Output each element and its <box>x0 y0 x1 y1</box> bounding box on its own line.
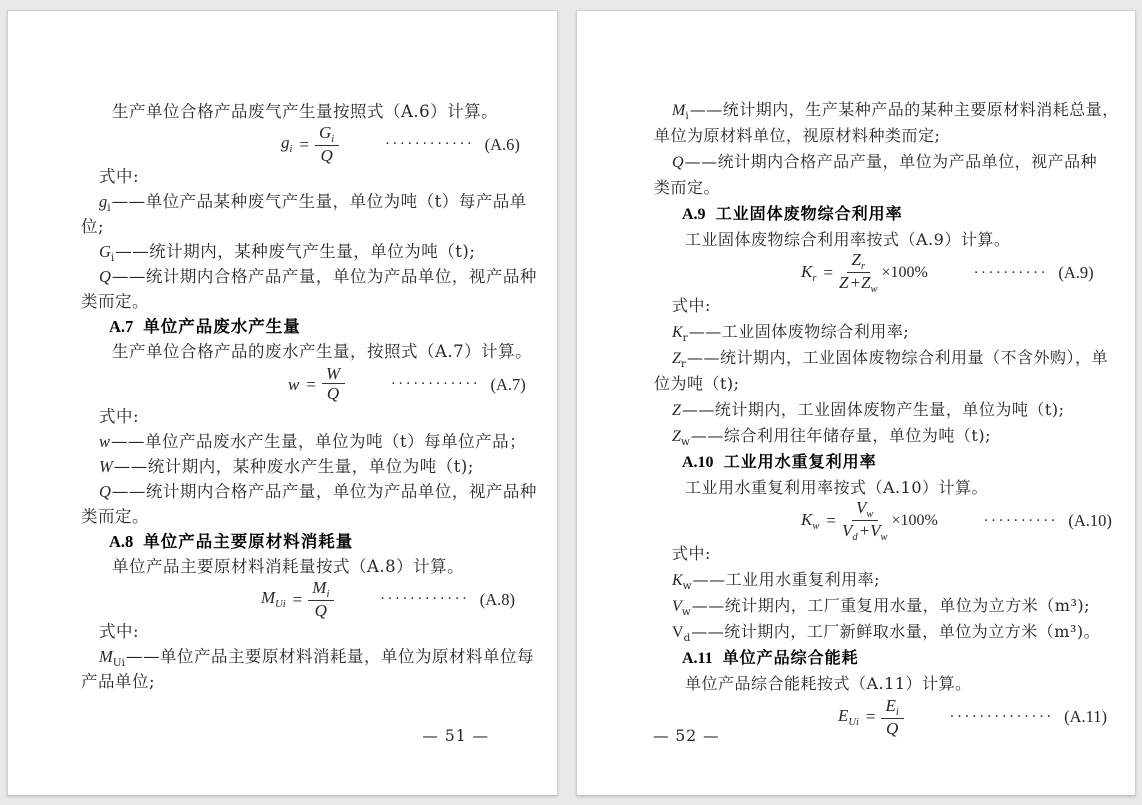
variable <box>320 145 333 165</box>
fraction <box>315 122 339 165</box>
variable-base: Z <box>672 350 681 367</box>
definition-line <box>654 293 1061 319</box>
variable-base: Z <box>851 250 861 269</box>
formula-label: (A.7) <box>490 374 526 394</box>
variable-base: V <box>672 598 682 615</box>
variable-subscript: d <box>852 532 858 543</box>
variable-base: Q <box>314 600 327 620</box>
formula-math <box>288 366 345 402</box>
text-segment: + <box>849 273 861 292</box>
variable-base: g <box>99 192 108 211</box>
text-segment: ——统计期内合格产品产量，单位为产品单位，视产品种 <box>111 267 537 286</box>
variable <box>851 252 865 271</box>
fraction <box>308 577 334 620</box>
fraction-numerator <box>852 500 878 521</box>
continuation-line: 位; <box>81 217 105 236</box>
formula-math <box>801 252 928 294</box>
formula-math <box>261 577 334 620</box>
variable-base: w <box>99 432 111 451</box>
definition-line <box>81 454 514 479</box>
definition-line <box>654 149 1098 175</box>
formula-block <box>654 498 1112 543</box>
definition-line <box>81 164 514 189</box>
variable-subscript: Ui <box>112 657 125 669</box>
heading-number: A.7 <box>109 317 134 336</box>
formula-block <box>654 250 1094 295</box>
variable <box>99 432 110 451</box>
variable <box>99 242 115 264</box>
text-segment: ——统计期内合格产品产量，单位为产品单位，视产品种 <box>684 152 1098 171</box>
definition-line <box>81 619 514 644</box>
text-segment: ——单位产品某种废气产生量，单位为吨（t）每产品单 <box>111 192 527 211</box>
text-segment: ——统计期内合格产品产量，单位为产品单位，视产品种 <box>111 482 537 501</box>
definition-line <box>654 97 1119 123</box>
dot-leader: ············ <box>385 135 475 152</box>
fraction-numerator <box>847 252 870 273</box>
text-segment: ——工业固体废物综合利用率; <box>688 322 910 341</box>
page-number-51: — 51 — <box>422 727 489 745</box>
formula-math <box>838 695 904 738</box>
variable-subscript: i <box>331 133 335 145</box>
definition-line <box>81 644 534 669</box>
variable-base: g <box>281 133 290 152</box>
text-segment: ——统计期内，工厂重复用水量，单位为立方米（m³); <box>691 596 1091 615</box>
variable <box>312 577 330 600</box>
variable <box>327 386 339 402</box>
fraction-numerator <box>308 577 334 601</box>
text-segment: ——统计期内，生产某种产品的某种主要原材料消耗总量， <box>689 100 1119 119</box>
variable-base: w <box>288 374 300 394</box>
variable-base: G <box>99 242 111 261</box>
fraction-denominator <box>842 521 889 542</box>
equals-sign: = <box>299 134 310 154</box>
paragraph-line: 单位产品主要原材料消耗量按式（A.8）计算。 <box>112 557 465 576</box>
variable <box>672 596 691 618</box>
variable <box>319 122 335 145</box>
text-segment: ——综合利用往年储存量，单位为吨（t); <box>690 426 991 445</box>
variable-base: M <box>312 577 327 597</box>
variable <box>99 457 113 476</box>
definition-line <box>654 423 1061 449</box>
fraction-denominator <box>886 719 899 737</box>
formula-block <box>81 579 514 619</box>
variable <box>281 130 292 158</box>
variable-base: V <box>672 624 684 641</box>
page-52-content <box>654 97 1119 738</box>
variable-subscript: w <box>812 520 820 532</box>
variable-base: Z <box>860 273 871 292</box>
continuation-line: 类而定。 <box>81 507 149 526</box>
variable <box>856 500 873 519</box>
variable-base: Q <box>99 267 111 286</box>
definition-line <box>81 239 514 264</box>
page-51 <box>7 10 558 796</box>
formula-label: (A.10) <box>1068 511 1112 530</box>
page-52 <box>576 10 1136 796</box>
variable-base: V <box>841 521 853 540</box>
variable-base: V <box>870 521 881 540</box>
definition-line <box>81 189 527 214</box>
percent-suffix: ×100% <box>891 512 938 529</box>
variable-base: Z <box>672 402 681 419</box>
section-heading <box>654 201 1061 227</box>
section-heading <box>654 645 1061 671</box>
variable <box>672 152 684 171</box>
variable-base: W <box>325 364 341 383</box>
fraction-numerator <box>315 122 339 146</box>
variable <box>99 267 111 286</box>
variable-subscript: Ui <box>848 716 859 728</box>
variable <box>672 348 686 370</box>
variable-subscript: i <box>110 252 115 264</box>
variable-base: V <box>856 498 867 517</box>
heading-title: 单位产品综合能耗 <box>722 650 859 667</box>
section-heading <box>654 449 1061 475</box>
variable-base: E <box>838 705 849 725</box>
variable-base: Q <box>672 154 684 171</box>
variable-subscript: w <box>682 580 692 592</box>
variable-subscript: d <box>683 632 691 644</box>
definition-line <box>654 593 1091 619</box>
fraction-denominator <box>315 601 328 619</box>
variable <box>839 275 848 294</box>
fraction <box>322 366 345 402</box>
formula-label: (A.8) <box>479 589 516 609</box>
definition-line <box>654 619 1101 645</box>
variable-base: Q <box>320 145 333 165</box>
formula-label: (A.11) <box>1064 707 1108 726</box>
fraction-numerator <box>322 366 345 384</box>
variable-base: M <box>261 588 276 607</box>
definition-line <box>81 264 537 289</box>
text-segment: 式中: <box>672 544 711 563</box>
variable <box>885 695 899 718</box>
variable-subscript: r <box>682 332 688 344</box>
continuation-line: 类而定。 <box>654 178 721 197</box>
variable-base: Q <box>99 482 111 501</box>
heading-number: A.8 <box>109 532 134 551</box>
paragraph-line: 单位产品综合能耗按式（A.11）计算。 <box>685 674 972 693</box>
variable-base: W <box>99 457 113 476</box>
page-51-content <box>81 99 537 694</box>
variable <box>672 322 688 344</box>
variable-subscript: Ui <box>275 599 286 610</box>
variable-subscript: w <box>681 606 691 618</box>
continuation-line: 单位为原材料单位，视原材料种类而定; <box>654 126 941 145</box>
text-segment: ——统计期内，工厂新鲜取水量，单位为立方米（m³)。 <box>691 622 1101 641</box>
variable <box>861 275 877 294</box>
variable <box>326 366 340 382</box>
variable <box>672 426 690 448</box>
formula-math <box>281 122 339 165</box>
paragraph-line: 工业固体废物综合利用率按式（A.9）计算。 <box>685 230 1011 249</box>
heading-title: 工业用水重复利用率 <box>723 454 877 471</box>
variable-subscript: w <box>870 284 878 295</box>
variable-subscript: i <box>685 110 689 122</box>
definition-line <box>81 479 537 504</box>
definition-line <box>81 404 514 429</box>
variable-base: Z <box>672 428 681 445</box>
fraction-denominator <box>839 273 878 294</box>
fraction <box>839 252 878 294</box>
variable-base: Q <box>326 384 340 403</box>
fraction <box>842 500 889 542</box>
variable-base: K <box>672 324 683 341</box>
variable-subscript: r <box>812 272 817 284</box>
equals-sign: = <box>865 707 876 726</box>
variable-base: M <box>99 647 113 666</box>
variable <box>801 507 819 536</box>
formula-label: (A.9) <box>1058 263 1094 282</box>
variable <box>672 570 692 592</box>
variable-base: G <box>319 122 332 142</box>
equals-sign: = <box>292 589 303 609</box>
paragraph-line: 工业用水重复利用率按式（A.10）计算。 <box>685 478 989 497</box>
text-segment: ——统计期内，工业固体废物综合利用量（不含外购），单 <box>686 348 1108 367</box>
variable-base: M <box>672 102 686 119</box>
variable-subscript: w <box>680 436 690 448</box>
variable-subscript: i <box>326 588 330 600</box>
definition-line <box>654 397 1065 423</box>
variable-base: Z <box>839 273 849 292</box>
formula-block <box>81 364 526 404</box>
heading-number: A.11 <box>682 650 713 667</box>
page-number-52: — 52 — <box>653 727 720 745</box>
formula-block <box>81 122 520 165</box>
text-segment: 式中: <box>99 622 140 641</box>
text-segment: + <box>858 521 871 540</box>
variable <box>838 703 859 732</box>
dot-leader: ············ <box>391 375 481 392</box>
text-segment: 式中: <box>672 296 711 315</box>
variable-subscript: w <box>866 509 874 520</box>
definition-line <box>654 319 1061 345</box>
variable <box>870 523 887 542</box>
variable-base: K <box>801 509 813 529</box>
variable-subscript: w <box>880 532 888 543</box>
variable-base: K <box>672 572 683 589</box>
fraction-denominator <box>320 146 333 164</box>
variable-subscript: r <box>860 261 866 272</box>
percent-suffix: ×100% <box>881 264 928 281</box>
text-segment: ——工业用水重复利用率; <box>692 570 881 589</box>
definition-line <box>654 345 1108 371</box>
text-segment: ——统计期内，某种废气产生量，单位为吨（t); <box>115 242 476 261</box>
variable <box>801 259 816 288</box>
text-segment: ——统计期内，某种废水产生量，单位为吨（t); <box>113 457 474 476</box>
fraction <box>881 695 903 738</box>
paragraph-line: 生产单位合格产品的废水产生量，按照式（A.7）计算。 <box>112 342 533 361</box>
definition-line <box>81 429 527 454</box>
variable-subscript: i <box>895 706 899 718</box>
text-segment: ——单位产品主要原材料消耗量，单位为原材料单位每 <box>125 647 534 666</box>
variable-base: K <box>801 261 813 281</box>
fraction-numerator <box>881 695 903 719</box>
equals-sign: = <box>823 263 834 282</box>
variable-subscript: r <box>680 358 686 370</box>
formula-label: (A.6) <box>484 134 520 154</box>
section-heading <box>81 529 514 554</box>
variable <box>842 523 858 542</box>
formula-math <box>801 500 938 542</box>
variable-base: E <box>885 695 896 715</box>
variable <box>99 482 111 501</box>
variable-subscript: i <box>289 144 293 155</box>
variable-base: Q <box>886 718 899 738</box>
definition-line <box>654 567 1061 593</box>
definition-line <box>654 541 1061 567</box>
fraction-denominator <box>327 384 340 402</box>
variable <box>672 400 681 419</box>
dot-leader: ·············· <box>949 709 1055 725</box>
continuation-line: 位为吨（t); <box>654 374 740 393</box>
variable <box>99 192 111 214</box>
section-heading <box>81 314 514 339</box>
variable <box>886 718 899 738</box>
equals-sign: = <box>306 374 316 394</box>
continuation-line: 类而定。 <box>81 292 149 311</box>
heading-number: A.9 <box>682 206 706 223</box>
variable <box>288 372 299 397</box>
text-segment: 式中: <box>99 167 140 186</box>
heading-number: A.10 <box>682 454 714 471</box>
variable-subscript: i <box>107 202 111 214</box>
continuation-line: 产品单位; <box>81 672 156 691</box>
text-segment: ——单位产品废水产生量，单位为吨（t）每单位产品； <box>111 432 527 451</box>
text-segment: 式中: <box>99 407 140 426</box>
dot-leader: ·········· <box>983 513 1059 529</box>
heading-title: 工业固体废物综合利用率 <box>715 206 903 223</box>
paragraph-line: 生产单位合格产品废气产生量按照式（A.6）计算。 <box>112 102 499 121</box>
equals-sign: = <box>826 511 836 530</box>
variable <box>672 622 691 644</box>
variable <box>314 600 327 620</box>
heading-title: 单位产品废水产生量 <box>143 318 301 336</box>
variable <box>261 585 286 613</box>
variable <box>99 647 125 669</box>
heading-title: 单位产品主要原材料消耗量 <box>143 533 354 551</box>
text-segment: ——统计期内，工业固体废物产生量，单位为吨（t); <box>681 400 1065 419</box>
dot-leader: ············ <box>380 590 470 607</box>
dot-leader: ·········· <box>973 265 1049 281</box>
variable <box>672 100 689 122</box>
